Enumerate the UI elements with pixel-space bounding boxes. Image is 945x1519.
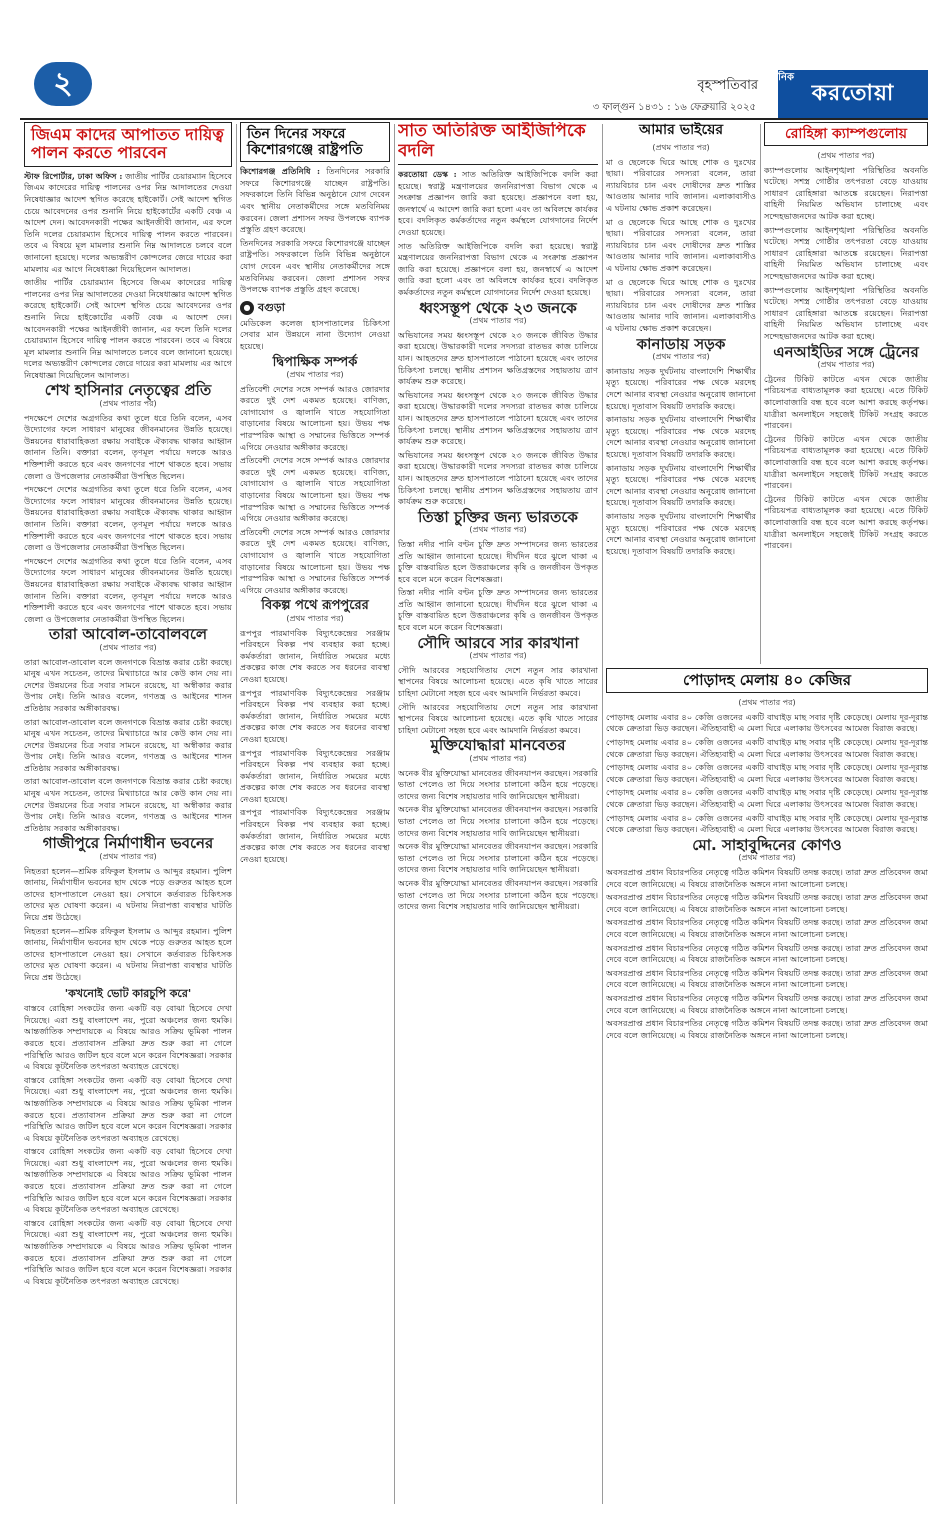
article-text: মা ও ছেলেকে ঘিরে আছে শোক ও দুঃখের ছায়া। পরিবারের সদস্যরা বলেন, তারা ন্যায়বিচার চান এবং দোষীদের দ্রুত শাস্তির আওতায় আনার দাবি জানান। এলাকাবাসীও এ ঘটনায় ক্ষোভ প্রকাশ করেছেন।	[606, 276, 756, 333]
subheadline: কানাডায় সড়ক	[636, 334, 726, 353]
article-body	[398, 169, 598, 239]
quote-headline: 'কখনোই ভোট কারচুপি করে'	[64, 986, 192, 1000]
article-text: অবসরপ্রাপ্ত প্রধান বিচারপতির নেতৃত্বে গঠিত কমিশন বিষয়টি তদন্ত করছে। তারা দ্রুত প্রতিবেদন জমা দেবে বলে জানিয়েছে। এ বিষয়ে রাজনৈতিক অঙ্গনে নানা আলোচনা চলছে।	[606, 866, 928, 889]
article-text: কানাডায় সড়ক দুর্ঘটনায় বাংলাদেশি শিক্ষার্থীর মৃত্যু হয়েছে। পরিবারের পক্ষ থেকে মরদেহ দেশে আনার ব্যবস্থা নেওয়ার অনুরোধ জানানো হয়েছে। দূতাবাস বিষয়টি তদারকি করছে।	[606, 414, 756, 459]
article-headline-brother: আমার ভাইয়ের	[638, 122, 724, 138]
subheadline: মুক্তিযোদ্ধারা মানবেতর	[430, 736, 566, 755]
article-text: অবসরপ্রাপ্ত প্রধান বিচারপতির নেতৃত্বে গঠিত কমিশন বিষয়টি তদন্ত করছে। তারা দ্রুত প্রতিবেদন জমা দেবে বলে জানিয়েছে। এ বিষয়ে রাজনৈতিক অঙ্গনে নানা আলোচনা চলছে।	[606, 942, 928, 965]
top-rule	[20, 118, 928, 120]
article-text: বাস্তবে রোহিঙ্গা সংকটের জন্য একটি বড় বোঝা হিসেবে দেখা দিয়েছে। এরা শুধু বাংলাদেশ নয়, পুরো অঞ্চলের জন্য হুমকি। আন্তর্জাতিক সম্প্রদায়কে এ বিষয়ে আরও সক্রিয় ভূমিকা পালন করতে হবে। প্রত্যাবাসন প্রক্রিয়া দ্রুত শুরু করা না গেলে পরিস্থিতি আরও জটিল হবে বলে মনে করেন বিশেষজ্ঞরা। সরকার এ বিষয়ে কূটনৈতিক তৎপরতা অব্যাহত রেখেছে।	[24, 1217, 232, 1286]
continued-label: (প্রথম পাতার পর)	[286, 370, 344, 380]
section-icon: ●	[240, 301, 254, 315]
article-text: অভিযানের সময় ধ্বংসস্তূপ থেকে ২৩ জনকে জীবিত উদ্ধার করা হয়েছে। উদ্ধারকারী দলের সদস্যরা রাতভর কাজ চালিয়ে যান। আহতদের দ্রুত হাসপাতালে পাঠানো হয়েছে এবং তাদের চিকিৎসা চলছে। স্থানীয় প্রশাসন ক্ষতিগ্রস্তদের সহায়তায় ত্রাণ কার্যক্রম শুরু করেছে।	[398, 389, 598, 447]
column-3	[398, 122, 598, 1502]
article-text: রূপপুর পারমাণবিক বিদ্যুৎকেন্দ্রের সরঞ্জাম পরিবহনে বিকল্প পথ ব্যবহার করা হচ্ছে। কর্মকর্তারা জানান, নির্ধারিত সময়ের মধ্যে প্রকল্পের কাজ শেষ করতে সব ধরনের ব্যবস্থা নেওয়া হয়েছে।	[240, 627, 390, 684]
logo-prefix: দৈনিক	[768, 72, 794, 83]
subheadline: শেখ হাসিনার নেতৃত্বের প্রতি	[44, 381, 212, 400]
continued-label: (প্রথম পাতার পর)	[469, 651, 527, 661]
continued-label: (প্রথম পাতার পর)	[286, 613, 344, 623]
page-number: ২	[53, 65, 73, 101]
article-text: নিহতরা হলেন—শ্রমিক রফিকুল ইসলাম ও আব্দুর রহমান। পুলিশ জানায়, নির্মাণাধীন ভবনের ছাদ থেকে পড়ে গুরুতর আহত হলে তাদের হাসপাতালে নেওয়া হয়। সেখানে কর্তব্যরত চিকিৎসক তাদের মৃত ঘোষণা করেন। এ ঘটনায় নিরাপত্তা ব্যবস্থার ঘাটতি নিয়ে প্রশ্ন উঠেছে।	[24, 865, 232, 922]
article-text: কানাডায় সড়ক দুর্ঘটনায় বাংলাদেশি শিক্ষার্থীর মৃত্যু হয়েছে। পরিবারের পক্ষ থেকে মরদেহ দেশে আনার ব্যবস্থা নেওয়ার অনুরোধ জানানো হয়েছে। দূতাবাস বিষয়টি তদারকি করছে।	[606, 365, 756, 411]
article-text: মা ও ছেলেকে ঘিরে আছে শোক ও দুঃখের ছায়া। পরিবারের সদস্যরা বলেন, তারা ন্যায়বিচার চান এবং দোষীদের দ্রুত শাস্তির আওতায় আনার দাবি জানান। এলাকাবাসীও এ ঘটনায় ক্ষোভ প্রকাশ করেছেন।	[606, 216, 756, 274]
article-text: কানাডায় সড়ক দুর্ঘটনায় বাংলাদেশি শিক্ষার্থীর মৃত্যু হয়েছে। পরিবারের পক্ষ থেকে মরদেহ দেশে আনার ব্যবস্থা নেওয়ার অনুরোধ জানানো হয়েছে। দূতাবাস বিষয়টি তদারকি করছে।	[606, 510, 756, 556]
article-text: তিস্তা নদীর পানি বণ্টন চুক্তি দ্রুত সম্পাদনের জন্য ভারতের প্রতি আহ্বান জানানো হয়েছে। দীর্ঘদিন ধরে ঝুলে থাকা এ চুক্তি বাস্তবায়িত হলে উত্তরাঞ্চলের কৃষি ও জনজীবন উপকৃত হবে বলে মনে করেন বিশেষজ্ঞরা।	[398, 587, 598, 633]
article-text: প্রতিবেশী দেশের সঙ্গে সম্পর্ক আরও জোরদার করতে দুই দেশ একমত হয়েছে। বাণিজ্য, যোগাযোগ ও জ্বালানি খাতে সহযোগিতা বাড়ানোর বিষয়ে আলোচনা হয়। উভয় পক্ষ পারস্পরিক আস্থা ও সম্মানের ভিত্তিতে সম্পর্ক এগিয়ে নেওয়ার অঙ্গীকার করেছে।	[240, 383, 390, 452]
article-text: অবসরপ্রাপ্ত প্রধান বিচারপতির নেতৃত্বে গঠিত কমিশন বিষয়টি তদন্ত করছে। তারা দ্রুত প্রতিবেদন জমা দেবে বলে জানিয়েছে। এ বিষয়ে রাজনৈতিক অঙ্গনে নানা আলোচনা চলছে।	[606, 992, 928, 1015]
continued-label: (প্রথম পাতার পর)	[817, 151, 875, 161]
column-5	[764, 122, 928, 662]
publication-date: ৩ ফাল্গুন ১৪৩১ : ১৬ ফেব্রুয়ারি ২০২৫	[592, 102, 756, 113]
article-text: তারা আবোল-তাবোল বলে জনগণকে বিভ্রান্ত করার চেষ্টা করছে। মানুষ এখন সচেতন, তাদের মিথ্যাচারে আর কেউ কান দেয় না। দেশের উন্নয়নের চিত্র সবার সামনে রয়েছে, যা অস্বীকার করার উপায় নেই। তিনি আরও বলেন, গণতন্ত্র ও আইনের শাসন প্রতিষ্ঠায় সরকার অঙ্গীকারবদ্ধ।	[24, 716, 232, 773]
article-text: পদক্ষেপে দেশের অগ্রগতির কথা তুলে ধরে তিনি বলেন, এসব উদ্যোগের ফলে সাধারণ মানুষের জীবনমানের উন্নতি হয়েছে। উন্নয়নের ধারাবাহিকতা রক্ষায় সবাইকে ঐক্যবদ্ধ থাকার আহ্বান জানান তিনি। বক্তারা বলেন, তৃণমূল পর্যায়ে দলকে আরও শক্তিশালী করতে হবে এবং জনগণের পাশে থাকতে হবে। সভায় জেলা ও উপজেলার নেতাকর্মীরা উপস্থিত ছিলেন।	[24, 484, 232, 553]
subheadline: ধ্বংসস্তূপ থেকে ২৩ জনকে	[419, 298, 577, 317]
article-text: অবসরপ্রাপ্ত প্রধান বিচারপতির নেতৃত্বে গঠিত কমিশন বিষয়টি তদন্ত করছে। তারা দ্রুত প্রতিবেদন জমা দেবে বলে জানিয়েছে। এ বিষয়ে রাজনৈতিক অঙ্গনে নানা আলোচনা চলছে।	[606, 917, 928, 939]
article-text: প্রতিবেশী দেশের সঙ্গে সম্পর্ক আরও জোরদার করতে দুই দেশ একমত হয়েছে। বাণিজ্য, যোগাযোগ ও জ্বালানি খাতে সহযোগিতা বাড়ানোর বিষয়ে আলোচনা হয়। উভয় পক্ষ পারস্পরিক আস্থা ও সম্মানের ভিত্তিতে সম্পর্ক এগিয়ে নেওয়ার অঙ্গীকার করেছে।	[240, 526, 390, 595]
continued-label: (প্রথম পাতার পর)	[469, 316, 527, 326]
column-divider	[602, 124, 603, 1504]
subheadline: মো. সাহাবুদ্দিনের কোণও	[692, 835, 842, 854]
article-text: অভিযানের সময় ধ্বংসস্তূপ থেকে ২৩ জনকে জীবিত উদ্ধার করা হয়েছে। উদ্ধারকারী দলের সদস্যরা রাতভর কাজ চালিয়ে যান। আহতদের দ্রুত হাসপাতালে পাঠানো হয়েছে এবং তাদের চিকিৎসা চলছে। স্থানীয় প্রশাসন ক্ষতিগ্রস্তদের সহায়তায় ত্রাণ কার্যক্রম শুরু করেছে।	[398, 329, 598, 387]
continued-label: (প্রথম পাতার পর)	[652, 143, 710, 153]
article-text: তারা আবোল-তাবোল বলে জনগণকে বিভ্রান্ত করার চেষ্টা করছে। মানুষ এখন সচেতন, তাদের মিথ্যাচারে আর কেউ কান দেয় না। দেশের উন্নয়নের চিত্র সবার সামনে রয়েছে, যা অস্বীকার করার উপায় নেই। তিনি আরও বলেন, গণতন্ত্র ও আইনের শাসন প্রতিষ্ঠায় সরকার অঙ্গীকারবদ্ধ।	[24, 776, 232, 833]
continued-label: (প্রথম পাতার পর)	[469, 754, 527, 763]
reporter-byline: স্টাফ রিপোর্টার, ঢাকা অফিস :	[24, 170, 123, 181]
subheadline: গাজীপুরে নির্মাণাধীন ভবনের	[42, 834, 214, 853]
article-text: রূপপুর পারমাণবিক বিদ্যুৎকেন্দ্রের সরঞ্জাম পরিবহনে বিকল্প পথ ব্যবহার করা হচ্ছে। কর্মকর্তারা জানান, নির্ধারিত সময়ের মধ্যে প্রকল্পের কাজ শেষ করতে সব ধরনের ব্যবস্থা নেওয়া হয়েছে।	[240, 747, 390, 804]
continued-label: (প্রথম পাতার পর)	[738, 853, 796, 863]
article-text: অনেক বীর মুক্তিযোদ্ধা মানবেতর জীবনযাপন করছেন। সরকারি ভাতা পেলেও তা দিয়ে সংসার চালানো কঠিন হয়ে পড়েছে। তাদের জন্য বিশেষ সহায়তার দাবি জানিয়েছেন স্থানীয়রা।	[398, 877, 598, 912]
logo-text: করতোয়া	[811, 80, 895, 106]
article-text: নিহতরা হলেন—শ্রমিক রফিকুল ইসলাম ও আব্দুর রহমান। পুলিশ জানায়, নির্মাণাধীন ভবনের ছাদ থেকে পড়ে গুরুতর আহত হলে তাদের হাসপাতালে নেওয়া হয়। সেখানে কর্তব্যরত চিকিৎসক তাদের মৃত ঘোষণা করেন। এ ঘটনায় নিরাপত্তা ব্যবস্থার ঘাটতি নিয়ে প্রশ্ন উঠেছে।	[24, 925, 232, 982]
article-text: বাস্তবে রোহিঙ্গা সংকটের জন্য একটি বড় বোঝা হিসেবে দেখা দিয়েছে। এরা শুধু বাংলাদেশ নয়, পুরো অঞ্চলের জন্য হুমকি। আন্তর্জাতিক সম্প্রদায়কে এ বিষয়ে আরও সক্রিয় ভূমিকা পালন করতে হবে। প্রত্যাবাসন প্রক্রিয়া দ্রুত শুরু করা না গেলে পরিস্থিতি আরও জটিল হবে বলে মনে করেন বিশেষজ্ঞরা। সরকার এ বিষয়ে কূটনৈতিক তৎপরতা অব্যাহত রেখেছে।	[24, 1003, 232, 1072]
article-text: তিস্তা নদীর পানি বণ্টন চুক্তি দ্রুত সম্পাদনের জন্য ভারতের প্রতি আহ্বান জানানো হয়েছে। দীর্ঘদিন ধরে ঝুলে থাকা এ চুক্তি বাস্তবায়িত হলে উত্তরাঞ্চলের কৃষি ও জনজীবন উপকৃত হবে বলে মনে করেন বিশেষজ্ঞরা।	[398, 538, 598, 584]
column-4	[606, 122, 756, 662]
article-text: পোড়াদহ মেলায় এবার ৪০ কেজি ওজনের একটি বাঘাইড় মাছ সবার দৃষ্টি কেড়েছে। মেলায় দূর-দূরান্ত থেকে ক্রেতারা ভিড় করছেন। ঐতিহ্যবাহী এ মেলা ঘিরে এলাকায় উৎসবের আমেজ বিরাজ করছে।	[606, 787, 928, 809]
article-text: অবসরপ্রাপ্ত প্রধান বিচারপতির নেতৃত্বে গঠিত কমিশন বিষয়টি তদন্ত করছে। তারা দ্রুত প্রতিবেদন জমা দেবে বলে জানিয়েছে। এ বিষয়ে রাজনৈতিক অঙ্গনে নানা আলোচনা চলছে।	[606, 892, 928, 914]
article-text: পদক্ষেপে দেশের অগ্রগতির কথা তুলে ধরে তিনি বলেন, এসব উদ্যোগের ফলে সাধারণ মানুষের জীবনমানের উন্নতি হয়েছে। উন্নয়নের ধারাবাহিকতা রক্ষায় সবাইকে ঐক্যবদ্ধ থাকার আহ্বান জানান তিনি। বক্তারা বলেন, তৃণমূল পর্যায়ে দলকে আরও শক্তিশালী করতে হবে এবং জনগণের পাশে থাকতে হবে। সভায় জেলা ও উপজেলার নেতাকর্মীরা উপস্থিত ছিলেন।	[24, 555, 232, 624]
column-2	[240, 122, 390, 1502]
article-text: বাস্তবে রোহিঙ্গা সংকটের জন্য একটি বড় বোঝা হিসেবে দেখা দিয়েছে। এরা শুধু বাংলাদেশ নয়, পুরো অঞ্চলের জন্য হুমকি। আন্তর্জাতিক সম্প্রদায়কে এ বিষয়ে আরও সক্রিয় ভূমিকা পালন করতে হবে। প্রত্যাবাসন প্রক্রিয়া দ্রুত শুরু করা না গেলে পরিস্থিতি আরও জটিল হবে বলে মনে করেন বিশেষজ্ঞরা। সরকার এ বিষয়ে কূটনৈতিক তৎপরতা অব্যাহত রেখেছে।	[24, 1074, 232, 1143]
subheadline: সৌদি আরবে সার কারখানা	[417, 633, 579, 652]
newspaper-logo	[778, 70, 928, 118]
article-text: সৌদি আরবের সহযোগিতায় দেশে নতুন সার কারখানা স্থাপনের বিষয়ে আলোচনা হয়েছে। এতে কৃষি খাতে সারের চাহিদা মেটানো সহজ হবে এবং আমদানি নির্ভরতা কমবে।	[398, 664, 598, 699]
bogura-section-badge	[240, 301, 285, 315]
column-divider	[394, 124, 395, 1504]
continued-label: (প্রথম পাতার পর)	[99, 399, 157, 409]
article-text: তারা আবোল-তাবোল বলে জনগণকে বিভ্রান্ত করার চেষ্টা করছে। মানুষ এখন সচেতন, তাদের মিথ্যাচারে আর কেউ কান দেয় না। দেশের উন্নয়নের চিত্র সবার সামনে রয়েছে, যা অস্বীকার করার উপায় নেই। তিনি আরও বলেন, গণতন্ত্র ও আইনের শাসন প্রতিষ্ঠায় সরকার অঙ্গীকারবদ্ধ।	[24, 656, 232, 713]
article-text: জাতীয় পার্টির চেয়ারম্যান হিসেবে জিএম কাদেরের দায়িত্ব পালনের ওপর নিম্ন আদালতের দেওয়া নিষেধাজ্ঞার আদেশ স্থগিত করেছে হাইকোর্ট। সেই আদেশ স্থগিত চেয়ে আবেদনের ওপর শুনানি নিয়ে হাইকোর্টের একটি বেঞ্চ এ আদেশ দেন। আবেদনকারী পক্ষের আইনজীবী জানান, এর ফলে তিনি দলের চেয়ারম্যান হিসেবে দায়িত্ব পালন করতে পারবেন। তবে এ বিষয়ে মূল মামলার শুনানি নিম্ন আদালতে চলবে বলে জানানো হয়েছে। দলের অভ্যন্তরীণ কোন্দলের জেরে দায়ের করা মামলায় এর আগে নিষেধাজ্ঞা দিয়েছিলেন আদালত।	[24, 277, 232, 380]
article-text: কানাডায় সড়ক দুর্ঘটনায় বাংলাদেশি শিক্ষার্থীর মৃত্যু হয়েছে। পরিবারের পক্ষ থেকে মরদেহ দেশে আনার ব্যবস্থা নেওয়ার অনুরোধ জানানো হয়েছে। দূতাবাস বিষয়টি তদারকি করছে।	[606, 462, 756, 508]
subheadline: দ্বিপাক্ষিক সম্পর্ক	[272, 354, 358, 370]
page-number-badge	[34, 62, 92, 106]
continued-label: (প্রথম পাতার পর)	[469, 525, 527, 535]
article-text: ট্রেনের টিকিট কাটতে এখন থেকে জাতীয় পরিচয়পত্র বাধ্যতামূলক করা হয়েছে। এতে টিকিট কালোবাজারি বন্ধ হবে বলে আশা করছে কর্তৃপক্ষ। যাত্রীরা অনলাইনে সহজেই টিকিট সংগ্রহ করতে পারবেন।	[764, 493, 928, 551]
lower-right-section	[606, 668, 928, 1502]
article-text: বাস্তবে রোহিঙ্গা সংকটের জন্য একটি বড় বোঝা হিসেবে দেখা দিয়েছে। এরা শুধু বাংলাদেশ নয়, পুরো অঞ্চলের জন্য হুমকি। আন্তর্জাতিক সম্প্রদায়কে এ বিষয়ে আরও সক্রিয় ভূমিকা পালন করতে হবে। প্রত্যাবাসন প্রক্রিয়া দ্রুত শুরু করা না গেলে পরিস্থিতি আরও জটিল হবে বলে মনে করেন বিশেষজ্ঞরা। সরকার এ বিষয়ে কূটনৈতিক তৎপরতা অব্যাহত রেখেছে।	[24, 1146, 232, 1215]
column-divider	[760, 124, 761, 664]
article-text: তিনদিনের সরকারি সফরে কিশোরগঞ্জে যাচ্ছেন রাষ্ট্রপতি। সফরকালে তিনি বিভিন্ন অনুষ্ঠানে যোগ দেবেন এবং স্থানীয় নেতাকর্মীদের সঙ্গে মতবিনিময় করবেন। জেলা প্রশাসন সফর উপলক্ষে ব্যাপক প্রস্তুতি গ্রহণ করেছে।	[240, 166, 390, 235]
article-text: রূপপুর পারমাণবিক বিদ্যুৎকেন্দ্রের সরঞ্জাম পরিবহনে বিকল্প পথ ব্যবহার করা হচ্ছে। কর্মকর্তারা জানান, নির্ধারিত সময়ের মধ্যে প্রকল্পের কাজ শেষ করতে সব ধরনের ব্যবস্থা নেওয়া হয়েছে।	[240, 687, 390, 744]
article-text: অভিযানের সময় ধ্বংসস্তূপ থেকে ২৩ জনকে জীবিত উদ্ধার করা হয়েছে। উদ্ধারকারী দলের সদস্যরা রাতভর কাজ চালিয়ে যান। আহতদের দ্রুত হাসপাতালে পাঠানো হয়েছে এবং তাদের চিকিৎসা চলছে। স্থানীয় প্রশাসন ক্ষতিগ্রস্তদের সহায়তায় ত্রাণ কার্যক্রম শুরু করেছে।	[398, 449, 598, 507]
article-text: পদক্ষেপে দেশের অগ্রগতির কথা তুলে ধরে তিনি বলেন, এসব উদ্যোগের ফলে সাধারণ মানুষের জীবনমানের উন্নতি হয়েছে। উন্নয়নের ধারাবাহিকতা রক্ষায় সবাইকে ঐক্যবদ্ধ থাকার আহ্বান জানান তিনি। বক্তারা বলেন, তৃণমূল পর্যায়ে দলকে আরও শক্তিশালী করতে হবে এবং জনগণের পাশে থাকতে হবে। সভায় জেলা ও উপজেলার নেতাকর্মীরা উপস্থিত ছিলেন।	[24, 412, 232, 481]
article-headline-president: তিন দিনের সফরে কিশোরগঞ্জে রাষ্ট্রপতি	[240, 122, 390, 162]
article-text: ট্রেনের টিকিট কাটতে এখন থেকে জাতীয় পরিচয়পত্র বাধ্যতামূলক করা হয়েছে। এতে টিকিট কালোবাজারি বন্ধ হবে বলে আশা করছে কর্তৃপক্ষ। যাত্রীরা অনলাইনে সহজেই টিকিট সংগ্রহ করতে পারবেন।	[764, 433, 928, 491]
continued-label: (প্রথম পাতার পর)	[738, 698, 796, 708]
article-text: ক্যাম্পগুলোয় আইনশৃঙ্খলা পরিস্থিতির অবনতি ঘটেছে। সশস্ত্র গোষ্ঠীর তৎপরতা বেড়ে যাওয়ায় সাধারণ রোহিঙ্গারা আতঙ্কে রয়েছেন। নিরাপত্তা বাহিনী নিয়মিত অভিযান চালাচ্ছে এবং সন্দেহভাজনদের আটক করা হচ্ছে।	[764, 224, 928, 282]
article-text: অনেক বীর মুক্তিযোদ্ধা মানবেতর জীবনযাপন করছেন। সরকারি ভাতা পেলেও তা দিয়ে সংসার চালানো কঠিন হয়ে পড়েছে। তাদের জন্য বিশেষ সহায়তার দাবি জানিয়েছেন স্থানীয়রা।	[398, 804, 598, 838]
article-body	[24, 171, 232, 275]
article-body	[240, 166, 390, 236]
article-text: পোড়াদহ মেলায় এবার ৪০ কেজি ওজনের একটি বাঘাইড় মাছ সবার দৃষ্টি কেড়েছে। মেলায় দূর-দূরান্ত থেকে ক্রেতারা ভিড় করছেন। ঐতিহ্যবাহী এ মেলা ঘিরে এলাকায় উৎসবের আমেজ বিরাজ করছে।	[606, 711, 928, 734]
article-text: প্রতিবেশী দেশের সঙ্গে সম্পর্ক আরও জোরদার করতে দুই দেশ একমত হয়েছে। বাণিজ্য, যোগাযোগ ও জ্বালানি খাতে সহযোগিতা বাড়ানোর বিষয়ে আলোচনা হয়। উভয় পক্ষ পারস্পরিক আস্থা ও সম্মানের ভিত্তিতে সম্পর্ক এগিয়ে নেওয়ার অঙ্গীকার করেছে।	[240, 455, 390, 524]
masthead	[20, 12, 928, 112]
article-text: অবসরপ্রাপ্ত প্রধান বিচারপতির নেতৃত্বে গঠিত কমিশন বিষয়টি তদন্ত করছে। তারা দ্রুত প্রতিবেদন জমা দেবে বলে জানিয়েছে। এ বিষয়ে রাজনৈতিক অঙ্গনে নানা আলোচনা চলছে।	[606, 967, 928, 990]
continued-label: (প্রথম পাতার পর)	[817, 360, 875, 370]
section-label: বগুড়া	[258, 300, 285, 314]
article-text: অবসরপ্রাপ্ত প্রধান বিচারপতির নেতৃত্বে গঠিত কমিশন বিষয়টি তদন্ত করছে। তারা দ্রুত প্রতিবেদন জমা দেবে বলে জানিয়েছে। এ বিষয়ে রাজনৈতিক অঙ্গনে নানা আলোচনা চলছে।	[606, 1018, 928, 1040]
article-text: সাত অতিরিক্ত আইজিপিকে বদলি করা হয়েছে। স্বরাষ্ট্র মন্ত্রণালয়ের জননিরাপত্তা বিভাগ থেকে এ সংক্রান্ত প্রজ্ঞাপন জারি করা হয়েছে। প্রজ্ঞাপনে বলা হয়, জনস্বার্থে এ আদেশ জারি করা হলো এবং তা অবিলম্বে কার্যকর হবে। বদলিকৃত কর্মকর্তাদের নতুন কর্মস্থলে যোগদানের নির্দেশ দেওয়া হয়েছে।	[398, 240, 598, 298]
article-text: তিনদিনের সরকারি সফরে কিশোরগঞ্জে যাচ্ছেন রাষ্ট্রপতি। সফরকালে তিনি বিভিন্ন অনুষ্ঠানে যোগ দেবেন এবং স্থানীয় নেতাকর্মীদের সঙ্গে মতবিনিময় করবেন। জেলা প্রশাসন সফর উপলক্ষে ব্যাপক প্রস্তুতি গ্রহণ করেছে।	[240, 237, 390, 295]
article-text: ট্রেনের টিকিট কাটতে এখন থেকে জাতীয় পরিচয়পত্র বাধ্যতামূলক করা হয়েছে। এতে টিকিট কালোবাজারি বন্ধ হবে বলে আশা করছে কর্তৃপক্ষ। যাত্রীরা অনলাইনে সহজেই টিকিট সংগ্রহ করতে পারবেন।	[764, 373, 928, 431]
article-headline-rohingya: রোহিঙ্গা ক্যাম্পগুলোয়	[764, 122, 928, 146]
continued-label: (প্রথম পাতার পর)	[99, 852, 157, 862]
article-text: ক্যাম্পগুলোয় আইনশৃঙ্খলা পরিস্থিতির অবনতি ঘটেছে। সশস্ত্র গোষ্ঠীর তৎপরতা বেড়ে যাওয়ায় সাধারণ রোহিঙ্গারা আতঙ্কে রয়েছেন। নিরাপত্তা বাহিনী নিয়মিত অভিযান চালাচ্ছে এবং সন্দেহভাজনদের আটক করা হচ্ছে।	[764, 284, 928, 341]
article-headline-fair: পোড়াদহ মেলায় ৪০ কেজির	[606, 668, 928, 693]
article-text: জাতীয় পার্টির চেয়ারম্যান হিসেবে জিএম কাদেরের দায়িত্ব পালনের ওপর নিম্ন আদালতের দেওয়া নিষেধাজ্ঞার আদেশ স্থগিত করেছে হাইকোর্ট। সেই আদেশ স্থগিত চেয়ে আবেদনের ওপর শুনানি নিয়ে হাইকোর্টের একটি বেঞ্চ এ আদেশ দেন। আবেদনকারী পক্ষের আইনজীবী জানান, এর ফলে তিনি দলের চেয়ারম্যান হিসেবে দায়িত্ব পালন করতে পারবেন। তবে এ বিষয়ে মূল মামলার শুনানি নিম্ন আদালতে চলবে বলে জানানো হয়েছে। দলের অভ্যন্তরীণ কোন্দলের জেরে দায়ের করা মামলায় এর আগে নিষেধাজ্ঞা দিয়েছিলেন আদালত।	[24, 170, 232, 274]
article-text: মা ও ছেলেকে ঘিরে আছে শোক ও দুঃখের ছায়া। পরিবারের সদস্যরা বলেন, তারা ন্যায়বিচার চান এবং দোষীদের দ্রুত শাস্তির আওতায় আনার দাবি জানান। এলাকাবাসীও এ ঘটনায় ক্ষোভ প্রকাশ করেছেন।	[606, 156, 756, 214]
article-text: সৌদি আরবের সহযোগিতায় দেশে নতুন সার কারখানা স্থাপনের বিষয়ে আলোচনা হয়েছে। এতে কৃষি খাতে সারের চাহিদা মেটানো সহজ হবে এবং আমদানি নির্ভরতা কমবে।	[398, 701, 598, 735]
column-1	[24, 122, 232, 1502]
column-divider	[236, 124, 237, 1504]
subheadline: তিস্তা চুক্তির জন্য ভারতকে	[418, 507, 578, 526]
article-text: পোড়াদহ মেলায় এবার ৪০ কেজি ওজনের একটি বাঘাইড় মাছ সবার দৃষ্টি কেড়েছে। মেলায় দূর-দূরান্ত থেকে ক্রেতারা ভিড় করছেন। ঐতিহ্যবাহী এ মেলা ঘিরে এলাকায় উৎসবের আমেজ বিরাজ করছে।	[606, 812, 928, 835]
reporter-byline: কিশোরগঞ্জ প্রতিনিধি :	[240, 166, 321, 177]
reporter-byline: করতোয়া ডেস্ক :	[398, 169, 457, 180]
subheadline: তারা আবোল-তাবোলবলে	[48, 625, 208, 644]
article-headline-gm-quader: জিএম কাদের আপাতত দায়িত্ব পালন করতে পারবেন	[24, 122, 232, 167]
article-text: রূপপুর পারমাণবিক বিদ্যুৎকেন্দ্রের সরঞ্জাম পরিবহনে বিকল্প পথ ব্যবহার করা হচ্ছে। কর্মকর্তারা জানান, নির্ধারিত সময়ের মধ্যে প্রকল্পের কাজ শেষ করতে সব ধরনের ব্যবস্থা নেওয়া হয়েছে।	[240, 807, 390, 864]
article-text: পোড়াদহ মেলায় এবার ৪০ কেজি ওজনের একটি বাঘাইড় মাছ সবার দৃষ্টি কেড়েছে। মেলায় দূর-দূরান্ত থেকে ক্রেতারা ভিড় করছেন। ঐতিহ্যবাহী এ মেলা ঘিরে এলাকায় উৎসবের আমেজ বিরাজ করছে।	[606, 762, 928, 784]
article-text: পোড়াদহ মেলায় এবার ৪০ কেজি ওজনের একটি বাঘাইড় মাছ সবার দৃষ্টি কেড়েছে। মেলায় দূর-দূরান্ত থেকে ক্রেতারা ভিড় করছেন। ঐতিহ্যবাহী এ মেলা ঘিরে এলাকায় উৎসবের আমেজ বিরাজ করছে।	[606, 737, 928, 759]
article-text: সাত অতিরিক্ত আইজিপিকে বদলি করা হয়েছে। স্বরাষ্ট্র মন্ত্রণালয়ের জননিরাপত্তা বিভাগ থেকে এ সংক্রান্ত প্রজ্ঞাপন জারি করা হয়েছে। প্রজ্ঞাপনে বলা হয়, জনস্বার্থে এ আদেশ জারি করা হলো এবং তা অবিলম্বে কার্যকর হবে। বদলিকৃত কর্মকর্তাদের নতুন কর্মস্থলে যোগদানের নির্দেশ দেওয়া হয়েছে।	[398, 169, 598, 238]
article-headline-igp-transfer: সাত অতিরিক্ত আইজিপিকে বদলি	[398, 122, 598, 165]
article-text: অনেক বীর মুক্তিযোদ্ধা মানবেতর জীবনযাপন করছেন। সরকারি ভাতা পেলেও তা দিয়ে সংসার চালানো কঠিন হয়ে পড়েছে। তাদের জন্য বিশেষ সহায়তার দাবি জানিয়েছেন স্থানীয়রা।	[398, 841, 598, 875]
article-text: অনেক বীর মুক্তিযোদ্ধা মানবেতর জীবনযাপন করছেন। সরকারি ভাতা পেলেও তা দিয়ে সংসার চালানো কঠিন হয়ে পড়েছে। তাদের জন্য বিশেষ সহায়তার দাবি জানিয়েছেন স্থানীয়রা।	[398, 767, 598, 801]
publication-day: বৃহস্পতিবার	[697, 78, 758, 93]
article-text: মেডিকেল কলেজ হাসপাতালের চিকিৎসা সেবার মান উন্নয়নে নানা উদ্যোগ নেওয়া হয়েছে।	[240, 317, 390, 351]
subheadline: বিকল্প পথে রূপপুরের	[261, 598, 369, 614]
subheadline: এনআইডির সঙ্গে ট্রেনের	[773, 342, 919, 361]
continued-label: (প্রথম পাতার পর)	[652, 352, 710, 362]
continued-label: (প্রথম পাতার পর)	[99, 642, 157, 652]
article-text: ক্যাম্পগুলোয় আইনশৃঙ্খলা পরিস্থিতির অবনতি ঘটেছে। সশস্ত্র গোষ্ঠীর তৎপরতা বেড়ে যাওয়ায় সাধারণ রোহিঙ্গারা আতঙ্কে রয়েছেন। নিরাপত্তা বাহিনী নিয়মিত অভিযান চালাচ্ছে এবং সন্দেহভাজনদের আটক করা হচ্ছে।	[764, 164, 928, 222]
